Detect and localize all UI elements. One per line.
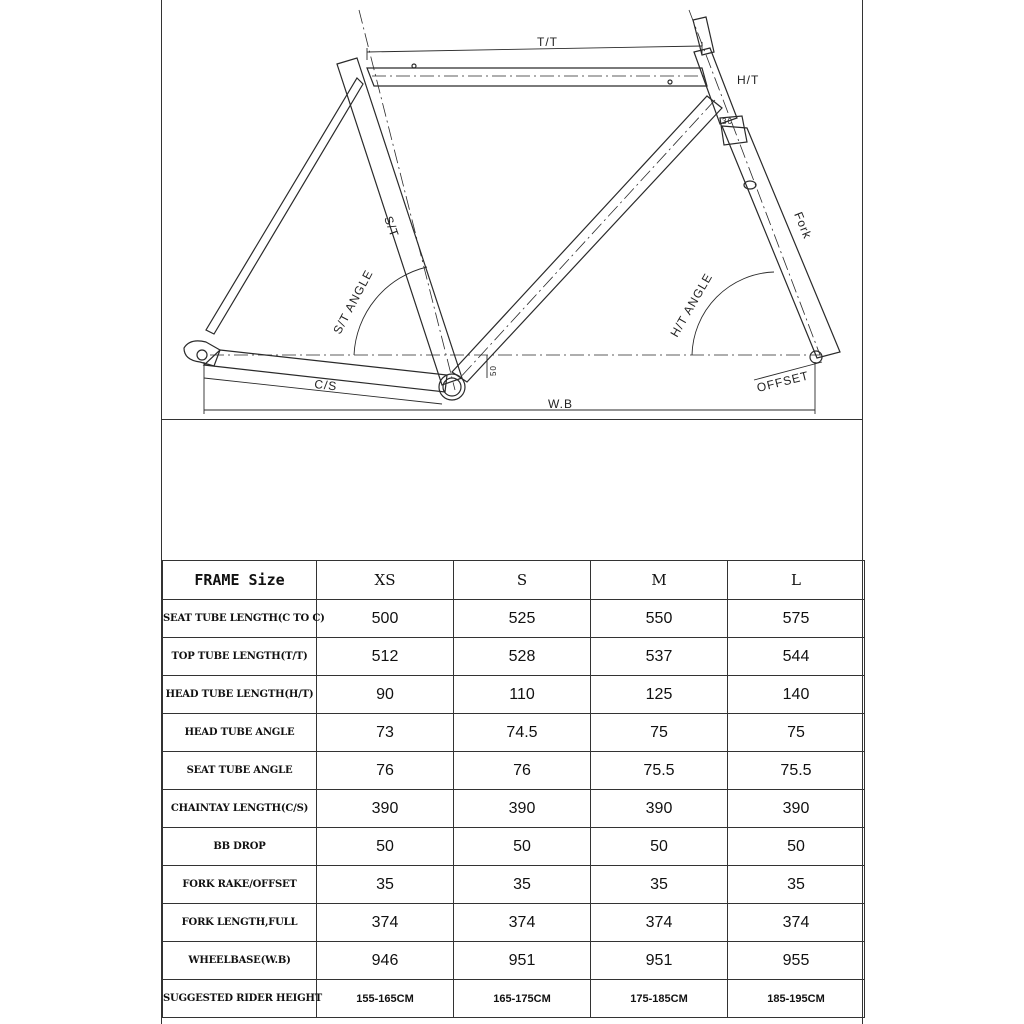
- table-row: [163, 790, 865, 828]
- row-label: SEAT TUBE ANGLE: [163, 752, 317, 790]
- table-cell: 544: [728, 638, 865, 676]
- table-row: [163, 752, 865, 790]
- row-label: SUGGESTED RIDER HEIGHT: [163, 980, 317, 1018]
- table-cell: 50: [317, 828, 454, 866]
- table-row: [163, 942, 865, 980]
- row-label: SEAT TUBE LENGTH(C TO C): [163, 600, 317, 638]
- table-cell: 75.5: [728, 752, 865, 790]
- table-cell: 35: [728, 866, 865, 904]
- table-cell: 165-175CM: [454, 980, 591, 1018]
- table-row: [163, 676, 865, 714]
- seat-tube-label: S/T: [381, 214, 402, 240]
- table-cell: 390: [454, 790, 591, 828]
- row-label: FORK LENGTH,FULL: [163, 904, 317, 942]
- seat-tube: [337, 58, 462, 385]
- table-cell: 75: [591, 714, 728, 752]
- table-cell: 390: [728, 790, 865, 828]
- table-cell: 74.5: [454, 714, 591, 752]
- head-tube-angle-label: H/T ANGLE: [667, 270, 716, 340]
- table-cell: 575: [728, 600, 865, 638]
- table-cell: 500: [317, 600, 454, 638]
- row-label: HEAD TUBE LENGTH(H/T): [163, 676, 317, 714]
- table-row: [163, 904, 865, 942]
- rear-dropout: [184, 341, 220, 366]
- table-cell: 110: [454, 676, 591, 714]
- table-cell: 76: [317, 752, 454, 790]
- table-cell: 75: [728, 714, 865, 752]
- table-cell: 374: [728, 904, 865, 942]
- table-cell: 35: [591, 866, 728, 904]
- table-cell: 512: [317, 638, 454, 676]
- seat-stay: [206, 78, 363, 334]
- table-row: [163, 638, 865, 676]
- header-size-m: M: [591, 561, 728, 600]
- table-cell: 35: [454, 866, 591, 904]
- down-tube: [452, 96, 722, 382]
- table-cell: 525: [454, 600, 591, 638]
- offset-label: OFFSET: [755, 368, 811, 395]
- table-row: [163, 600, 865, 638]
- table-cell: 175-185CM: [591, 980, 728, 1018]
- section-divider: [162, 419, 862, 420]
- table-cell: 528: [454, 638, 591, 676]
- fork-blade: [722, 126, 840, 358]
- table-cell: 140: [728, 676, 865, 714]
- table-cell: 76: [454, 752, 591, 790]
- row-label: CHAINTAY LENGTH(C/S): [163, 790, 317, 828]
- row-label: HEAD TUBE ANGLE: [163, 714, 317, 752]
- table-cell: 50: [454, 828, 591, 866]
- table-header-row: [163, 561, 865, 600]
- top-tube-label: T/T: [537, 35, 558, 49]
- bb-drop-label: 50: [489, 365, 498, 376]
- table-cell: 374: [591, 904, 728, 942]
- table-row: [163, 714, 865, 752]
- row-label: FORK RAKE/OFFSET: [163, 866, 317, 904]
- header-size-s: S: [454, 561, 591, 600]
- table-cell: 50: [728, 828, 865, 866]
- table-cell: 374: [454, 904, 591, 942]
- table-cell: 537: [591, 638, 728, 676]
- table-cell: 90: [317, 676, 454, 714]
- header-size-l: L: [728, 561, 865, 600]
- top-tube: [367, 68, 707, 86]
- table-row: [163, 980, 865, 1018]
- spec-sheet: [161, 0, 863, 1024]
- table-cell: 75.5: [591, 752, 728, 790]
- table-cell: 73: [317, 714, 454, 752]
- table-cell: 185-195CM: [728, 980, 865, 1018]
- table-cell: 50: [591, 828, 728, 866]
- table-cell: 951: [454, 942, 591, 980]
- table-cell: 390: [317, 790, 454, 828]
- table-cell: 35: [317, 866, 454, 904]
- table-row: [163, 866, 865, 904]
- table-cell: 955: [728, 942, 865, 980]
- header-size-xs: XS: [317, 561, 454, 600]
- table-cell: 951: [591, 942, 728, 980]
- chainstay-label: C/S: [313, 377, 339, 394]
- table-cell: 374: [317, 904, 454, 942]
- table-cell: 946: [317, 942, 454, 980]
- frame-geometry-diagram: [162, 0, 864, 419]
- row-label: BB DROP: [163, 828, 317, 866]
- head-tube-label: H/T: [737, 73, 760, 87]
- ht-marker-label: 30: [722, 117, 733, 126]
- table-row: [163, 828, 865, 866]
- row-label: TOP TUBE LENGTH(T/T): [163, 638, 317, 676]
- table-cell: 550: [591, 600, 728, 638]
- fork-label: Fork: [791, 209, 815, 242]
- table-cell: 155-165CM: [317, 980, 454, 1018]
- header-frame-size: FRAME Size: [163, 561, 317, 600]
- geometry-table: [162, 560, 865, 1018]
- row-label: WHEELBASE(W.B): [163, 942, 317, 980]
- seat-tube-angle-label: S/T ANGLE: [330, 267, 376, 337]
- table-cell: 390: [591, 790, 728, 828]
- wheelbase-label: W.B: [548, 397, 574, 411]
- table-cell: 125: [591, 676, 728, 714]
